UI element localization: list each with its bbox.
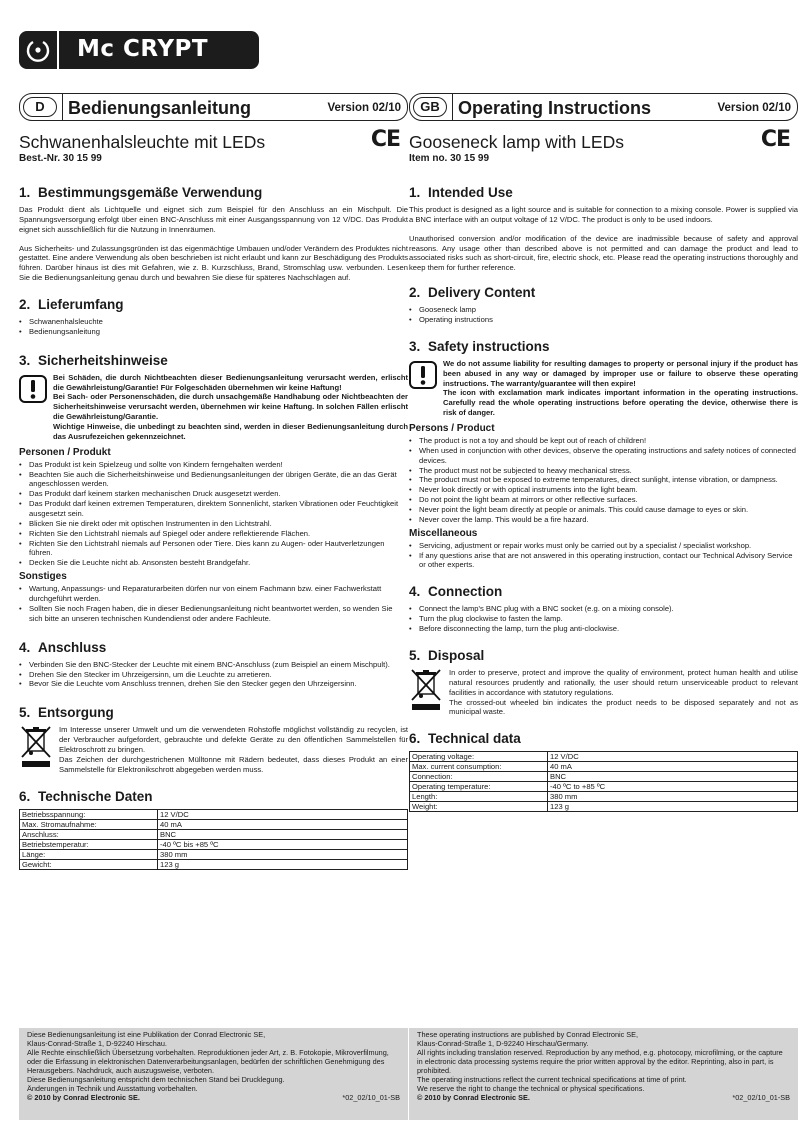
section-heading: 3. Sicherheitshinweise <box>19 352 168 368</box>
disposal-block-en <box>409 668 798 717</box>
language-badge-de: D <box>23 97 57 117</box>
exclamation-icon <box>19 375 47 403</box>
table-row <box>20 849 408 859</box>
list-item: • Blicken Sie nie direkt oder mit optischen Instrumenten in den Lichtstrahl. <box>19 519 408 529</box>
disposal-para: Das Zeichen der durchgestrichenen Mülltonne mit Rädern bedeutet, dass dieses Produkt an einer Sammelstelle für Elektronikschrott abgegeben werden muss. <box>59 754 408 774</box>
subheading: Miscellaneous <box>409 527 478 539</box>
spec-value: -40 ºC to +85 ºC <box>548 782 798 792</box>
logo-text: Mc CRYPT <box>77 36 209 63</box>
spec-value: 12 V/DC <box>158 809 408 819</box>
subheading: Personen / Produkt <box>19 446 111 458</box>
spec-value: 123 g <box>548 802 798 812</box>
list-item: • The product must not be exposed to extreme temperatures, direct sunlight, intense vibration, or dampness. <box>409 475 798 485</box>
list-item: • Never point the light beam directly at people or animals. This could cause damage to eyes or skin. <box>409 505 798 515</box>
tech-table-en <box>409 751 798 812</box>
table-row <box>20 839 408 849</box>
list-item: • Schwanenhalsleuchte <box>19 317 408 327</box>
list-item: • Beachten Sie auch die Sicherheitshinweise und Bedienungsanleitungen der übrigen Geräte, die an das Gerät angeschlossen werden. <box>19 470 408 490</box>
disposal-block-de <box>19 725 408 774</box>
connection-list-en <box>409 604 798 634</box>
disposal-text-en <box>449 668 798 717</box>
spec-label: Gewicht: <box>20 859 158 869</box>
product-title-en <box>409 127 798 152</box>
table-row <box>20 809 408 819</box>
list-item: • Richten Sie den Lichtstrahl niemals auf Personen oder Tiere. Dies kann zu Augen- oder Hautverletzungen führen. <box>19 539 408 559</box>
language-badge-gb: GB <box>413 97 447 117</box>
disposal-para: The crossed-out wheeled bin indicates the product needs to be disposed separately and not as municipal waste. <box>449 697 798 717</box>
warning-text-en <box>443 359 798 418</box>
list-item: • Gooseneck lamp <box>409 305 798 315</box>
spec-value: 123 g <box>158 859 408 869</box>
exclamation-icon <box>409 361 437 389</box>
english-header <box>409 93 798 121</box>
table-row <box>20 819 408 829</box>
item-number-de: Best.-Nr. 30 15 99 <box>19 153 102 164</box>
warning-line: Bei Sach- oder Personenschäden, die durch unsachgemäße Handhabung oder Nichtbeachten der Sicherheitshinweise verursacht werden, übernehmen wir keine Haftung. In solchen Fällen erlischt die Gewährleistung/Garantie. <box>53 392 408 422</box>
list-item: • Verbinden Sie den BNC-Stecker der Leuchte mit einem BNC-Anschluss (zum Beispiel an einem Mischpult). <box>19 660 408 670</box>
list-item: • Turn the plug clockwise to fasten the lamp. <box>409 614 798 624</box>
list-item: • Drehen Sie den Stecker im Uhrzeigersinn, um die Leuchte zu arretieren. <box>19 670 408 680</box>
section-heading: 4. Connection <box>409 584 503 600</box>
spec-label: Max. Stromaufnahme: <box>20 819 158 829</box>
list-item: • Richten Sie den Lichtstrahl niemals auf Spiegel oder andere reflektierende Flächen. <box>19 529 408 539</box>
list-item: • Das Produkt darf keinem starken mechanischen Druck ausgesetzt werden. <box>19 489 408 499</box>
connection-list-de <box>19 660 408 690</box>
list-item: • Wartung, Anpassungs- und Reparaturarbeiten dürfen nur von einem Fachmann bzw. einer Fachwerkstatt durchgeführt werden. <box>19 584 408 604</box>
imprint-last-line <box>417 1093 790 1102</box>
section-heading: 6. Technische Daten <box>19 788 153 804</box>
tech-table-de <box>19 809 408 870</box>
spec-value: 380 mm <box>158 849 408 859</box>
spec-label: Länge: <box>20 849 158 859</box>
spec-label: Anschluss: <box>20 829 158 839</box>
crossed-bin-icon <box>409 668 443 717</box>
spec-label: Betriebsspannung: <box>20 809 158 819</box>
header-divider <box>62 94 63 120</box>
imprint-line: The operating instructions reflect the current technical specifications at time of print. <box>417 1075 687 1085</box>
disposal-para: Im Interesse unserer Umwelt und um die verwendeten Rohstoffe möglichst vollständig zu recyclen, ist der Verbraucher aufgefordert, gebrauchte und defekte Geräte zu den öffentlichen Sammelstellen für Elektroschrott zu bringen. <box>59 725 408 754</box>
crossed-bin-icon <box>19 725 53 774</box>
brand-logo <box>19 31 259 69</box>
german-header <box>19 93 408 121</box>
disposal-text-de <box>59 725 408 774</box>
header-title-de: Bedienungsanleitung <box>68 98 252 118</box>
list-item: • If any questions arise that are not answered in this operating instruction, contact our Technical Advisory Service or other experts. <box>409 551 798 571</box>
doc-code: *02_02/10_01-SB <box>342 1093 400 1103</box>
spec-label: Weight: <box>410 802 548 812</box>
list-item: • Servicing, adjustment or repair works must only be carried out by a specialist / specialist workshop. <box>409 541 798 551</box>
spec-label: Betriebstemperatur: <box>20 839 158 849</box>
warning-line: Wichtige Hinweise, die unbedingt zu beachten sind, werden in dieser Bedienungsanleitung durch das Ausrufezeichen gekennzeichnet. <box>53 422 408 441</box>
imprint-line: Klaus-Conrad-Straße 1, D-92240 Hirschau/Germany. <box>417 1039 589 1049</box>
misc-list-en <box>409 541 798 571</box>
table-row <box>20 829 408 839</box>
ce-mark-en: CE <box>760 127 790 152</box>
spec-value: BNC <box>158 829 408 839</box>
doc-code: *02_02/10_01-SB <box>732 1093 790 1103</box>
imprint-line: Änderungen in Technik und Ausstattung vorbehalten. <box>27 1084 198 1094</box>
spec-label: Connection: <box>410 772 548 782</box>
list-item: • Connect the lamp's BNC plug with a BNC socket (e.g. on a mixing console). <box>409 604 798 614</box>
product-title-text-de: Schwanenhalsleuchte mit LEDs <box>19 132 266 152</box>
spec-value: 12 V/DC <box>548 752 798 762</box>
delivery-list-en <box>409 305 798 325</box>
table-row <box>410 792 798 802</box>
list-item: • Bevor Sie die Leuchte vom Anschluss trennen, drehen Sie den Stecker gegen den Uhrzeigersinn. <box>19 679 408 689</box>
table-row <box>410 752 798 762</box>
header-title-en: Operating Instructions <box>458 98 652 118</box>
list-item: • The product is not a toy and should be kept out of reach of children! <box>409 436 798 446</box>
section-heading: 5. Disposal <box>409 647 485 663</box>
table-row <box>410 762 798 772</box>
product-title-text-en: Gooseneck lamp with LEDs <box>409 132 624 152</box>
list-item: • The product must not be subjected to heavy mechanical stress. <box>409 466 798 476</box>
list-item: • Decken Sie die Leuchte nicht ab. Ansonsten besteht Brandgefahr. <box>19 558 408 568</box>
paragraph: Das Produkt dient als Lichtquelle und eignet sich zum Beispiel für den Anschluss an ein Mischpult. Die Spannungsversorgung erfolgt über einen BNC-Anschluss mit einer Ausgangsspannung von 12 V/DC. Das Produkt eignet sich ausschließlich für die Nutzung in Innenräumen. <box>19 205 408 234</box>
spec-value: 380 mm <box>548 792 798 802</box>
warning-line: Bei Schäden, die durch Nichtbeachten dieser Bedienungsanleitung verursacht werden, erlischt die Gewährleistung/Garantie! Für Folgeschäden übernehmen wir keine Haftung! <box>53 372 408 392</box>
section-heading: 4. Anschluss <box>19 639 107 655</box>
table-row <box>20 859 408 869</box>
list-item: • Das Produkt ist kein Spielzeug und sollte von Kindern ferngehalten werden! <box>19 460 408 470</box>
section-heading: 5. Entsorgung <box>19 705 114 721</box>
disposal-para: In order to preserve, protect and improve the quality of environment, protect human health and utilise natural resources prudently and rationally, the user should return unserviceable product to relevant facilities in accordance with statutory regulations. <box>449 667 798 697</box>
table-row <box>410 802 798 812</box>
subheading: Sonstiges <box>19 571 67 583</box>
spec-label: Operating voltage: <box>410 752 548 762</box>
spec-label: Length: <box>410 792 548 802</box>
paragraph: Unauthorised conversion and/or modification of the device are inadmissible because of safety and approval reasons. Any usage other than described above is not permitted and can damage the product and lead to associated risks such as short-circuit, fire, electric shock, etc. Please read the operating instructions thoroughly and keep them for further reference. <box>409 233 798 273</box>
paragraph: Aus Sicherheits- und Zulassungsgründen ist das eigenmächtige Umbauen und/oder Verändern des Produktes nicht gestattet. Eine andere Verwendung als oben beschrieben ist nicht erlaubt und kann zur Beschädigung des Produkts führen. Darüber hinaus ist dies mit Gefahren, wie z. B. Kurzschluss, Brand, Stromschlag usw. verbunden. Lesen Sie die Bedienungsanleitung genau durch und bewahren Sie diese für späteres Nachschlagen auf. <box>19 243 408 283</box>
logo-power-icon <box>19 31 57 69</box>
imprint-line: Klaus-Conrad-Straße 1, D-92240 Hirschau. <box>27 1039 167 1049</box>
list-item: • Das Produkt darf keinen extremen Temperaturen, direktem Sonnenlicht, starken Vibrationen oder Feuchtigkeit ausgesetzt sein. <box>19 499 408 519</box>
spec-value: 40 mA <box>158 819 408 829</box>
table-row <box>410 782 798 792</box>
ce-mark-de: CE <box>370 127 400 152</box>
section-heading: 1. Bestimmungsgemäße Verwendung <box>19 185 263 200</box>
table-row <box>410 772 798 782</box>
list-item: • Never cover the lamp. This would be a fire hazard. <box>409 515 798 525</box>
warning-block-de <box>19 373 408 442</box>
subheading: Persons / Product <box>409 423 495 435</box>
paragraph: This product is designed as a light source and is suitable for connection to a mixing console. Power is supplied via a BNC interface with an output voltage of 12 V/DC. The product is only to be used indoors. <box>409 205 798 224</box>
imprint-line: Alle Rechte einschließlich Übersetzung vorbehalten. Reproduktionen jeder Art, z. B. Fotokopie, Mikroverfilmung, oder die Erfassung in elektronischen Datenverarbeitungsanlagen, bedürfen der schriftlichen Genehmigung des Herausgebers. Nachdruck, auch auszugsweise, verboten. <box>27 1048 389 1076</box>
version-de: Version 02/10 <box>327 102 401 114</box>
list-item: • Bedienungsanleitung <box>19 327 408 337</box>
spec-label: Max. current consumption: <box>410 762 548 772</box>
section-heading: 3. Safety instructions <box>409 338 550 354</box>
person-list-en <box>409 436 798 525</box>
spec-value: BNC <box>548 772 798 782</box>
warning-block-en <box>409 359 798 418</box>
imprint-line: All rights including translation reserved. Reproduction by any method, e.g. photocopy, microfilming, or the capture in electronic data processing systems require the prior written approval by the editor. Reprinting, also in part, is prohibited. <box>417 1048 783 1076</box>
misc-list-de <box>19 584 408 623</box>
delivery-list-de <box>19 317 408 337</box>
version-en: Version 02/10 <box>717 102 791 114</box>
spec-value: 40 mA <box>548 762 798 772</box>
german-column <box>19 93 408 870</box>
imprint-line: Diese Bedienungsanleitung ist eine Publikation der Conrad Electronic SE, <box>27 1030 266 1039</box>
spec-value: -40 ºC bis +85 ºC <box>158 839 408 849</box>
imprint-en <box>409 1028 798 1120</box>
item-number-en: Item no. 30 15 99 <box>409 153 490 164</box>
section-heading: 1. Intended Use <box>409 185 513 200</box>
copyright: © 2010 by Conrad Electronic SE. <box>27 1093 140 1103</box>
list-item: • Before disconnecting the lamp, turn the plug anti-clockwise. <box>409 624 798 634</box>
warning-line: We do not assume liability for resulting damages to property or personal injury if the product has been abused in any way or damaged by improper use or failure to observe these operating instructions. The warranty/guarantee will then expire! <box>443 358 798 388</box>
copyright: © 2010 by Conrad Electronic SE. <box>417 1093 530 1103</box>
section-heading: 2. Delivery Content <box>409 285 536 301</box>
list-item: • Never look directly or with optical instruments into the light beam. <box>409 485 798 495</box>
header-divider <box>452 94 453 120</box>
list-item: • Operating instructions <box>409 315 798 325</box>
section-heading: 6. Technical data <box>409 731 521 747</box>
list-item: • Do not point the light beam at mirrors or other reflective surfaces. <box>409 495 798 505</box>
imprint-line: These operating instructions are published by Conrad Electronic SE, <box>417 1030 639 1039</box>
list-item: • Sollten Sie noch Fragen haben, die in dieser Bedienungsanleitung nicht beantwortet werden, so wenden Sie sich bitte an unseren technischen Kundendienst oder andere Fachleute. <box>19 604 408 624</box>
product-title-de <box>19 127 408 152</box>
warning-text-de <box>53 373 408 442</box>
imprint-last-line <box>27 1093 400 1102</box>
warning-line: The icon with exclamation mark indicates important information in the operating instructions. Carefully read the whole operating instructions before operating the device, otherwise there is risk of danger. <box>443 388 798 418</box>
list-item: • When used in conjunction with other devices, observe the operating instructions and safety notices of connected devices. <box>409 446 798 466</box>
imprint-de <box>19 1028 408 1120</box>
spec-label: Operating temperature: <box>410 782 548 792</box>
imprint-line: Diese Bedienungsanleitung entspricht dem technischen Stand bei Drucklegung. <box>27 1075 285 1085</box>
english-column <box>409 93 798 812</box>
person-list-de <box>19 460 408 568</box>
section-heading: 2. Lieferumfang <box>19 297 124 313</box>
imprint-line: We reserve the right to change the technical or physical specifications. <box>417 1084 645 1094</box>
